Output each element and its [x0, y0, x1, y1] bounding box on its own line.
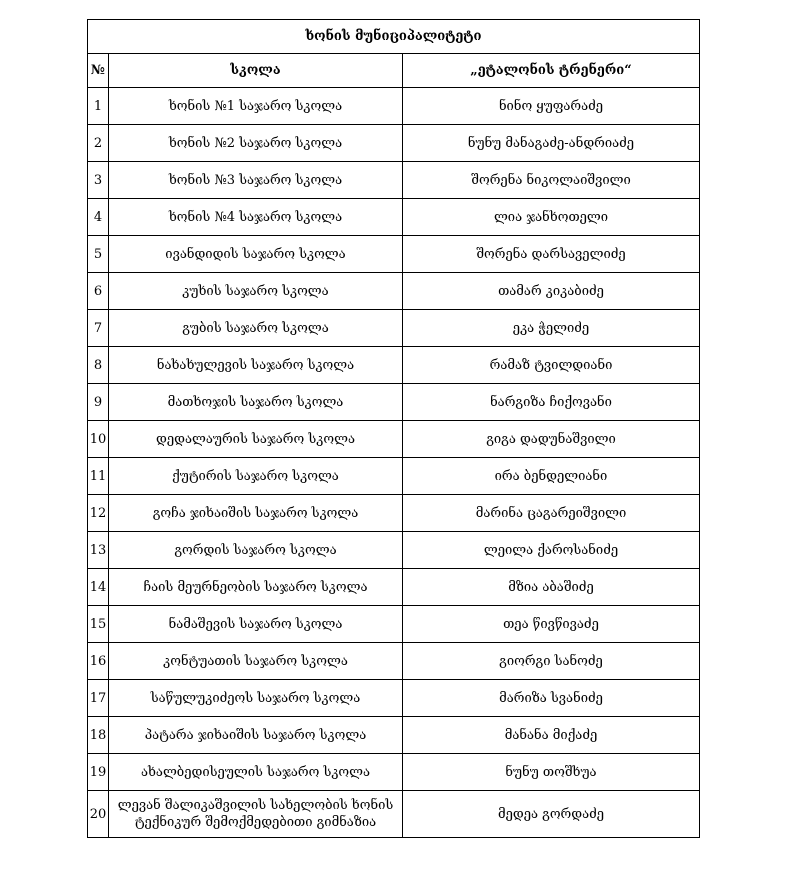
- table-row: [88, 125, 700, 162]
- table-row: [88, 236, 700, 273]
- table-row: [88, 495, 700, 532]
- row-school: კონტუათის საჯარო სკოლა: [109, 643, 403, 680]
- table-row: [88, 421, 700, 458]
- row-school: გუბის საჯარო სკოლა: [109, 310, 403, 347]
- table-row: [88, 458, 700, 495]
- row-number: 10: [88, 421, 109, 458]
- table-row: [88, 791, 700, 838]
- row-trainer: მზია აბაშიძე: [403, 569, 700, 606]
- row-number: 2: [88, 125, 109, 162]
- row-trainer: ლია ჯანხოთელი: [403, 199, 700, 236]
- row-trainer: ირა ბენდელიანი: [403, 458, 700, 495]
- row-school: გორდის საჯარო სკოლა: [109, 532, 403, 569]
- header-school: სკოლა: [109, 54, 403, 88]
- table-row: [88, 162, 700, 199]
- row-school: პატარა ჯიხაიშის საჯარო სკოლა: [109, 717, 403, 754]
- row-school: ხონის №2 საჯარო სკოლა: [109, 125, 403, 162]
- row-school: ივანდიდის საჯარო სკოლა: [109, 236, 403, 273]
- row-school: დედალაურის საჯარო სკოლა: [109, 421, 403, 458]
- row-trainer: გიორგი სანოძე: [403, 643, 700, 680]
- table-row: [88, 717, 700, 754]
- row-school: გოჩა ჯიხაიშის საჯარო სკოლა: [109, 495, 403, 532]
- row-school: ნამაშევის საჯარო სკოლა: [109, 606, 403, 643]
- row-number: 3: [88, 162, 109, 199]
- table-row: [88, 643, 700, 680]
- row-number: 1: [88, 88, 109, 125]
- table-row: [88, 384, 700, 421]
- row-number: 6: [88, 273, 109, 310]
- row-number: 18: [88, 717, 109, 754]
- row-number: 11: [88, 458, 109, 495]
- table-row: [88, 680, 700, 717]
- row-number: 12: [88, 495, 109, 532]
- table-row: [88, 347, 700, 384]
- row-trainer: მარინა ცაგარეიშვილი: [403, 495, 700, 532]
- table-row: [88, 754, 700, 791]
- table-row: [88, 310, 700, 347]
- row-number: 9: [88, 384, 109, 421]
- table-row: [88, 88, 700, 125]
- row-trainer: ნუნუ თოშხუა: [403, 754, 700, 791]
- table-header-row: [88, 54, 700, 88]
- row-trainer: მარიზა სვანიძე: [403, 680, 700, 717]
- row-school: კუხის საჯარო სკოლა: [109, 273, 403, 310]
- row-trainer: შორენა ნიკოლაიშვილი: [403, 162, 700, 199]
- row-trainer: თამარ კიკაბიძე: [403, 273, 700, 310]
- row-trainer: ლეილა ქაროსანიძე: [403, 532, 700, 569]
- row-number: 8: [88, 347, 109, 384]
- table-title: ხონის მუნიციპალიტეტი: [88, 20, 700, 54]
- row-school: ნახახულევის საჯარო სკოლა: [109, 347, 403, 384]
- table-row: [88, 606, 700, 643]
- row-school: ჩაის მეურნეობის საჯარო სკოლა: [109, 569, 403, 606]
- table-title-row: [88, 20, 700, 54]
- header-number: №: [88, 54, 109, 88]
- row-number: 19: [88, 754, 109, 791]
- row-number: 17: [88, 680, 109, 717]
- row-trainer: თეა წივწივაძე: [403, 606, 700, 643]
- row-trainer: მედეა გორდაძე: [403, 791, 700, 838]
- row-number: 16: [88, 643, 109, 680]
- school-trainer-table: [87, 19, 700, 838]
- header-trainer: „ეტალონის ტრენერი“: [403, 54, 700, 88]
- row-school: მათხოჯის საჯარო სკოლა: [109, 384, 403, 421]
- row-number: 14: [88, 569, 109, 606]
- row-school: ხონის №4 საჯარო სკოლა: [109, 199, 403, 236]
- row-number: 7: [88, 310, 109, 347]
- row-trainer: ნარგიზა ჩიქოვანი: [403, 384, 700, 421]
- row-school: ხონის №3 საჯარო სკოლა: [109, 162, 403, 199]
- row-number: 13: [88, 532, 109, 569]
- row-trainer: მანანა მიქაძე: [403, 717, 700, 754]
- table-row: [88, 532, 700, 569]
- row-trainer: რამაზ ტვილდიანი: [403, 347, 700, 384]
- row-trainer: ეკა ჭელიძე: [403, 310, 700, 347]
- row-school: ახალბედისეულის საჯარო სკოლა: [109, 754, 403, 791]
- row-trainer: ნინო ყუფარაძე: [403, 88, 700, 125]
- row-trainer: ნუნუ მანაგაძე-ანდრიაძე: [403, 125, 700, 162]
- row-school: ხონის №1 საჯარო სკოლა: [109, 88, 403, 125]
- row-number: 15: [88, 606, 109, 643]
- row-school: ქუტირის საჯარო სკოლა: [109, 458, 403, 495]
- table-row: [88, 569, 700, 606]
- table-row: [88, 273, 700, 310]
- row-school: საწულუკიძეოს საჯარო სკოლა: [109, 680, 403, 717]
- row-number: 4: [88, 199, 109, 236]
- table-body: [88, 20, 700, 838]
- table-row: [88, 199, 700, 236]
- row-trainer: გიგა დადუნაშვილი: [403, 421, 700, 458]
- row-number: 5: [88, 236, 109, 273]
- row-school: ლევან შალიკაშვილის სახელობის ხონის ტექნიკურ შემოქმედებითი გიმნაზია: [109, 791, 403, 838]
- row-number: 20: [88, 791, 109, 838]
- row-trainer: შორენა დარსაველიძე: [403, 236, 700, 273]
